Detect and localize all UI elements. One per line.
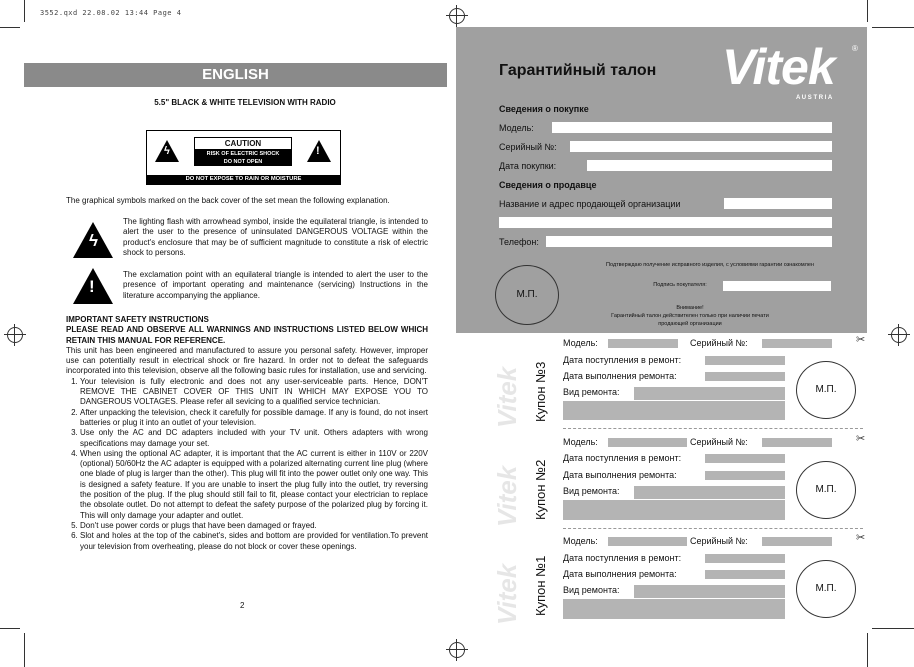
model-label: Модель: [499,123,534,133]
coupon-type-field[interactable] [634,585,785,598]
cut-line [563,428,863,429]
coupon-done-label: Дата выполнения ремонта: [563,371,677,381]
signature-field[interactable] [723,281,831,291]
card-stamp: М.П. [495,265,559,325]
coupon-notes-field[interactable] [563,401,785,420]
crop-mark [0,628,20,629]
safety-intro: This unit has been engineered and manufactured to assure you personal safety. However, improper use can potentially result in electrical shock or fire hazard. In order not to defeat the safeguards incorporated into this television, observe all the following basic rules for installation, use and servicing. [66,345,428,376]
product-title: 5.5" BLACK & WHITE TELEVISION WITH RADIO [154,98,336,107]
coupon-watermark-logo: Vitek [492,563,522,625]
serial-label: Серийный №: [499,142,557,152]
model-field[interactable] [552,122,832,133]
coupon-model-field[interactable] [608,438,687,447]
coupon-received-label: Дата поступления в ремонт: [563,355,682,365]
symbol2-explanation: The exclamation point with an equilateral triangle is intended to alert the user to the presence of important operating and maintenance (servicing) Instructions in the literature accompanying the appliance. [123,270,428,300]
confirm-text: Подтверждаю получение исправного изделия, с условиями гарантии ознакомлен [606,262,814,268]
scissors-icon: ✂ [856,334,866,346]
coupon-serial-label: Серийный №: [690,536,748,546]
coupon-type-field[interactable] [634,486,785,499]
registration-mark-right [891,327,907,343]
scissors-icon: ✂ [856,532,866,544]
coupon-notes-field[interactable] [563,500,785,520]
cut-line [563,528,863,529]
coupon-type-label: Вид ремонта: [563,585,620,595]
coupon-serial-field[interactable] [762,339,832,348]
coupon-notes-field[interactable] [563,599,785,619]
coupon-model-field[interactable] [608,537,687,546]
registration-mark-top [449,8,465,24]
coupon-received-field[interactable] [705,454,785,463]
seller-address-field[interactable] [499,217,832,228]
caution-line2: DO NOT OPEN [194,158,292,166]
registration-mark-bottom [449,642,465,658]
coupon-serial-field[interactable] [762,537,832,546]
coupon-received-label: Дата поступления в ремонт: [563,453,682,463]
serial-field[interactable] [570,141,832,152]
caution-title: CAUTION [194,137,292,150]
coupon-done-field[interactable] [705,471,785,480]
print-header: 3552.qxd 22.08.02 13:44 Page 4 [40,9,182,17]
lightning-symbol-icon: ϟ [73,222,113,258]
coupon-type-label: Вид ремонта: [563,486,620,496]
date-field[interactable] [587,160,832,171]
list-item: 6. Slot and holes at the top of the cabinet's, sides and bottom are provided for ventilation.To prevent your television from overheating, please do not block or cover these openings. [80,531,428,552]
coupon-done-field[interactable] [705,570,785,579]
coupon-serial-field[interactable] [762,438,832,447]
coupon-done-label: Дата выполнения ремонта: [563,569,677,579]
seller-name-field[interactable] [724,198,832,209]
caution-label [146,130,341,185]
coupon-received-field[interactable] [705,554,785,563]
crop-mark [872,27,914,28]
coupon-stamp: М.П. [796,560,856,618]
scissors-icon: ✂ [856,433,866,445]
coupon-model-label: Модель: [563,437,598,447]
list-item: 2. After unpacking the television, check it carefully for possible damage. If any is found, do not insert batteries or plug it into an outlet of your television. [80,408,428,429]
safety-heading2: PLEASE READ AND OBSERVE ALL WARNINGS AND INSTRUCTIONS LISTED BELOW WHICH RETAIN THIS MANUAL FOR REFERENCE. [66,325,428,345]
intro-text: The graphical symbols marked on the back cover of the set mean the following explanation. [66,196,390,205]
phone-field[interactable] [546,236,832,247]
page-number: 2 [240,601,245,610]
crop-mark [872,628,914,629]
crop-mark [24,0,25,22]
safety-heading: IMPORTANT SAFETY INSTRUCTIONS [66,315,209,324]
exclamation-warning-icon: ! [307,140,331,162]
crop-mark [24,633,25,667]
list-item: 3. Use only the AC and DC adapters included with your TV unit. Others adapters with wrong specifications may damage your set. [80,428,428,449]
seller-heading: Сведения о продавце [499,180,597,190]
brand-registered-icon: ® [852,44,858,53]
crop-mark [0,27,20,28]
crop-mark [867,633,868,667]
warranty-title: Гарантийный талон [499,62,657,79]
safety-section [66,315,428,552]
phone-label: Телефон: [499,237,539,247]
list-item: 5. Don't use power cords or plugs that have been damaged or frayed. [80,521,428,531]
coupon-serial-label: Серийный №: [690,437,748,447]
registration-mark-left [7,327,23,343]
brand-logo: Vitek [722,39,835,95]
language-banner: ENGLISH [24,63,447,87]
coupon-watermark-logo: Vitek [492,465,522,527]
validity-note-1: Гарантийный талон действителен только при наличии печати [611,313,769,319]
attention-label: Внимание! [676,305,704,311]
safety-rules-list [66,377,428,552]
exclamation-symbol-icon: ! [73,268,113,304]
purchase-heading: Сведения о покупке [499,104,589,114]
coupon-received-label: Дата поступления в ремонт: [563,553,682,563]
coupon-done-label: Дата выполнения ремонта: [563,470,677,480]
caution-line1: RISK OF ELECTRIC SHOCK [194,150,292,158]
list-item: 4. When using the optional AC adapter, it is important that the AC current is either in 110V or 220V (optional) 50/60Hz the AC adapter is equipped with a polarized alternating current line plug (where one blade of plug is larger than the other). This plug will fit into the power outlet only one way. This is designed a safety feature. If you are unable to insert the plug fully into the outlet, try reversing the position of the plug. If the plug should still fail to fit, please contact your electrician to replace the obsolate outlet. Do not attempt to defeat the safety purpose of the polarized plug by forcing it. This will only damage your adapter and outlet. [80,449,428,521]
list-item: 1. Your television is fully electronic and does not any user-serviceable parts. Hence, DON'T REMOVE THE CABINET COVER OF THIS UNIT IN WHICH MAY EXPOSE YOU TO DANGEROUS VOLTAGES. Please refer all sevicing to a qualified service technician. [80,377,428,408]
signature-label: Подпись покупателя: [653,282,707,288]
coupon-received-field[interactable] [705,356,785,365]
coupon-type-field[interactable] [634,387,785,400]
lightning-warning-icon: ϟ [155,140,179,162]
coupon-stamp: М.П. [796,461,856,519]
coupon-type-label: Вид ремонта: [563,387,620,397]
coupon-model-label: Модель: [563,536,598,546]
date-label: Дата покупки: [499,161,557,171]
symbol1-explanation: The lighting flash with arrowhead symbol, inside the equilateral triangle, is intended to alert the user to the presence of uninsulated DANGEROUS VOLTAGE within the product's enclosure that may be of sufficient magnitude to constitute a risk of electric shock to persons. [123,217,428,257]
coupon-label: Купон №1 [533,555,548,616]
coupon-stamp: М.П. [796,361,856,419]
crop-mark [867,0,868,22]
coupon-label: Купон №3 [533,361,548,422]
caution-bottom-text: DO NOT EXPOSE TO RAIN OR MOISTURE [147,175,340,184]
coupon-serial-label: Серийный №: [690,338,748,348]
coupon-model-label: Модель: [563,338,598,348]
coupon-done-field[interactable] [705,372,785,381]
brand-subtitle: A U S T R I A [796,95,833,101]
seller-name-label: Название и адрес продающей организации [499,199,681,209]
coupon-watermark-logo: Vitek [492,366,522,428]
coupon-label: Купон №2 [533,459,548,520]
validity-note-2: продающей организации [658,321,722,327]
coupon-model-field[interactable] [608,339,678,348]
